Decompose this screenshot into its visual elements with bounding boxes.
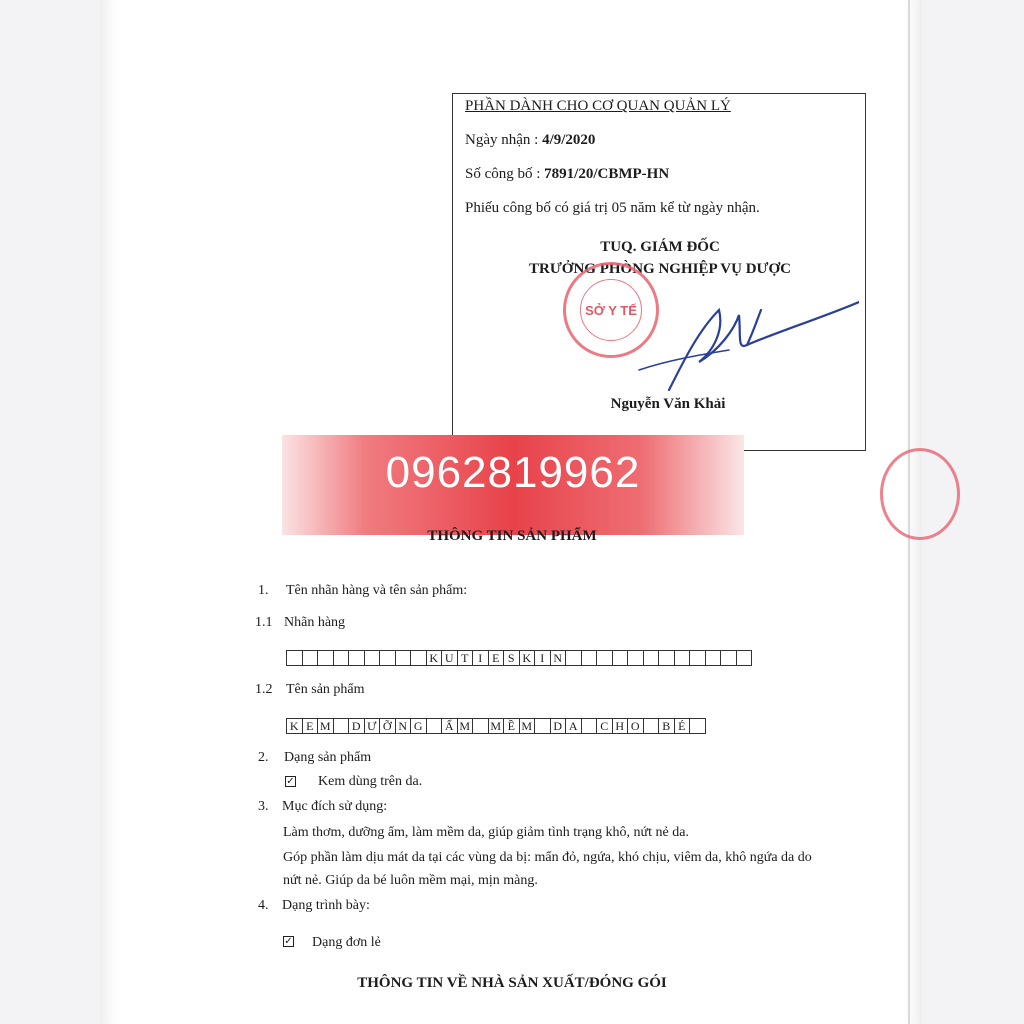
received-date-row — [465, 132, 595, 149]
product-name-letter-box — [643, 718, 660, 734]
phone-watermark: 0962819962 — [385, 448, 641, 497]
product-name-letter-box: M — [457, 718, 474, 734]
brand-letter-box: E — [488, 650, 505, 666]
brand-letter-box — [674, 650, 691, 666]
brand-letter-box — [581, 650, 598, 666]
brand-letter-box — [736, 650, 753, 666]
item-number-3: 3. — [258, 799, 269, 814]
product-name-letter-box: O — [627, 718, 644, 734]
product-name-letter-box: H — [612, 718, 629, 734]
product-name-letter-box: Ỡ — [379, 718, 396, 734]
product-form-label: Dạng sản phẩm — [284, 750, 372, 765]
brand-letter-box — [658, 650, 675, 666]
viewer-left-margin — [0, 0, 100, 1024]
brand-letter-box: K — [519, 650, 536, 666]
brand-letter-boxes — [287, 650, 752, 666]
handwritten-signature — [629, 290, 859, 400]
checkbox-presentation[interactable]: ✓ — [284, 936, 293, 947]
brand-letter-box: K — [426, 650, 443, 666]
brand-letter-box — [689, 650, 706, 666]
product-name-letter-box: G — [410, 718, 427, 734]
brand-letter-box — [333, 650, 350, 666]
brand-letter-box: N — [550, 650, 567, 666]
brand-letter-box — [317, 650, 334, 666]
product-name-letter-box: K — [286, 718, 303, 734]
product-name-letter-box: M — [488, 718, 505, 734]
product-name-letter-box: M — [519, 718, 536, 734]
seal-text: SỞ Y TẾ — [585, 303, 637, 318]
announcement-number-label: Số công bố : — [465, 166, 545, 182]
product-name-letter-box — [333, 718, 350, 734]
received-date-value: 4/9/2020 — [542, 132, 596, 148]
brand-letter-box — [720, 650, 737, 666]
item-number-1: 1. — [258, 583, 269, 598]
product-name-letter-box — [689, 718, 706, 734]
brand-letter-box: I — [534, 650, 551, 666]
brand-letter-box — [565, 650, 582, 666]
announcement-number-row — [465, 166, 669, 183]
brand-letter-box — [379, 650, 396, 666]
item-number-1-1: 1.1 — [255, 615, 273, 630]
checkbox-product-form[interactable]: ✓ — [286, 776, 295, 787]
product-name-letter-box: A — [565, 718, 582, 734]
product-name-letter-box: N — [395, 718, 412, 734]
partial-seal-edge — [880, 448, 960, 540]
product-name-letter-box: Ẩ — [441, 718, 458, 734]
brand-letter-box: S — [503, 650, 520, 666]
admin-section-box — [452, 93, 866, 451]
section-title-manufacturer-info: THÔNG TIN VỀ NHÀ SẢN XUẤT/ĐÓNG GÓI — [357, 975, 667, 991]
product-name-letter-box: Ư — [364, 718, 381, 734]
brand-letter-box: T — [457, 650, 474, 666]
product-name-letter-boxes — [287, 718, 706, 734]
product-name-label: Tên sản phẩm — [286, 682, 365, 697]
brand-letter-box — [348, 650, 365, 666]
brand-letter-box — [410, 650, 427, 666]
product-name-letter-box — [426, 718, 443, 734]
admin-heading: PHẦN DÀNH CHO CƠ QUAN QUẢN LÝ — [465, 98, 731, 114]
product-name-letter-box — [534, 718, 551, 734]
product-name-letter-box: D — [550, 718, 567, 734]
item-number-1-2: 1.2 — [255, 682, 273, 697]
item-number-2: 2. — [258, 750, 269, 765]
brand-letter-box — [612, 650, 629, 666]
purpose-label: Mục đích sử dụng: — [282, 799, 388, 814]
product-name-letter-box: Ề — [503, 718, 520, 734]
purpose-line-3: nứt nẻ. Giúp da bé luôn mềm mại, mịn màng. — [283, 873, 538, 888]
brand-letter-box — [286, 650, 303, 666]
brand-letter-box: U — [441, 650, 458, 666]
product-name-letter-box — [472, 718, 489, 734]
brand-letter-box — [643, 650, 660, 666]
validity-note: Phiếu công bố có giá trị 05 năm kể từ ngày nhận. — [465, 200, 760, 216]
signer-authority-line2: TRƯỞNG PHÒNG NGHIỆP VỤ DƯỢC — [529, 261, 791, 277]
product-name-letter-box: E — [302, 718, 319, 734]
product-name-letter-box: M — [317, 718, 334, 734]
brand-letter-box — [596, 650, 613, 666]
product-name-letter-box — [581, 718, 598, 734]
product-form-value: Kem dùng trên da. — [318, 774, 423, 789]
signer-name: Nguyễn Văn Khải — [610, 396, 726, 412]
item-label-1: Tên nhãn hàng và tên sản phẩm: — [286, 583, 468, 598]
brand-letter-box — [705, 650, 722, 666]
section-title-product-info: THÔNG TIN SẢN PHẨM — [427, 528, 597, 544]
received-date-label: Ngày nhận : — [465, 132, 543, 148]
product-name-letter-box: É — [674, 718, 691, 734]
signer-authority-line1: TUQ. GIÁM ĐỐC — [600, 239, 720, 255]
brand-letter-box — [627, 650, 644, 666]
brand-letter-box: I — [472, 650, 489, 666]
brand-letter-box — [364, 650, 381, 666]
presentation-value: Dạng đơn lẻ — [312, 935, 381, 950]
product-name-letter-box: B — [658, 718, 675, 734]
brand-letter-box — [395, 650, 412, 666]
announcement-number-value: 7891/20/CBMP-HN — [544, 166, 670, 182]
brand-label: Nhãn hàng — [284, 615, 346, 630]
purpose-line-2: Góp phần làm dịu mát da tại các vùng da bị: mẩn đỏ, ngứa, khó chịu, viêm da, khô ngứa da do — [283, 850, 812, 865]
product-name-letter-box: C — [596, 718, 613, 734]
brand-letter-box — [302, 650, 319, 666]
presentation-label: Dạng trình bày: — [282, 898, 370, 913]
product-name-letter-box: D — [348, 718, 365, 734]
purpose-line-1: Làm thơm, dưỡng ẩm, làm mềm da, giúp giảm tình trạng khô, nứt nẻ da. — [283, 825, 689, 840]
item-number-4: 4. — [258, 898, 269, 913]
